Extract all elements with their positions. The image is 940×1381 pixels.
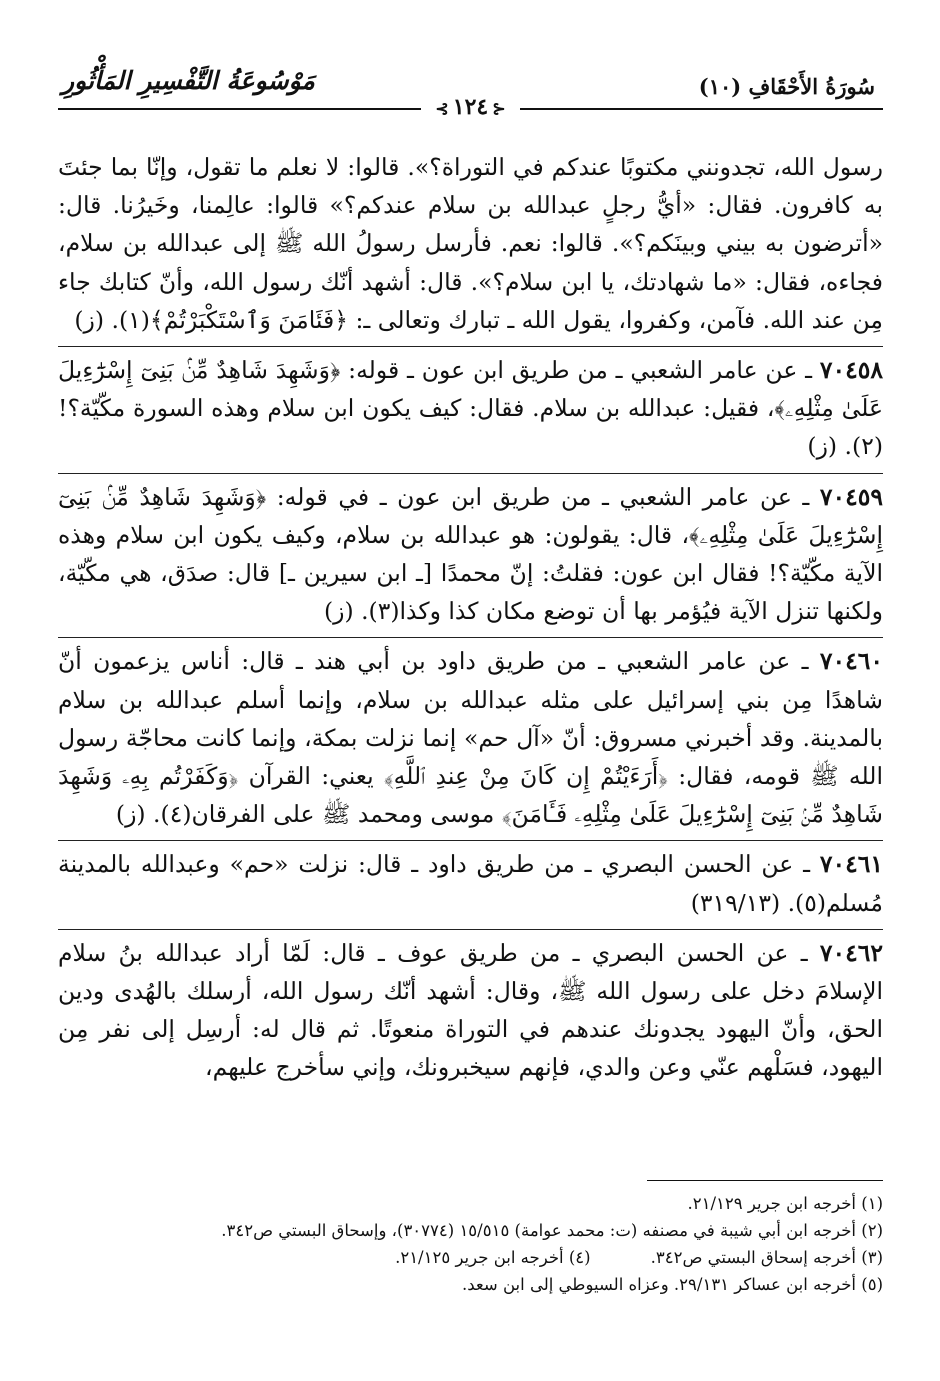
footnote-rule xyxy=(647,1180,883,1181)
page-header xyxy=(58,62,883,120)
entry-separator xyxy=(58,929,883,930)
entry-number: ٧٠٤٥٨ xyxy=(819,356,883,385)
entry-text: ـ عن عامر الشعبي ـ من طريق ابن عون ـ في قوله: ﴿وَشَهِدَ شَاهِدٌ مِّنۢ بَنِىٓ إِسْرَٰٓءِيلَ عَلَىٰ مِثْلِهِۦ﴾، قال: يقولون: هو عبدالله بن سلام، وكيف يكون ابن سلام وهذه الآية مكّيّة؟! فقال ابن عون: فقلتُ: إنّ محمدًا [ـ ابن سيرين ـ] قال: صدَق، هي مكّيّة، ولكنها تنزل الآية فيُؤمر بها أن توضع مكان كذا وكذا(٣). (ز) xyxy=(58,482,883,626)
entry-text: رسول الله، تجدونني مكتوبًا عندكم في التوراة؟». قالوا: لا نعلم ما تقول، وإنّا بما جئتَ به كافرون. فقال: «أيُّ رجلٍ عبدالله بن سلام عندكم؟» قالوا: عالِمنا، وخَيرُنا. قال: «أترضون به بيني وبينَكم؟». قالوا: نعم. فأرسل رسولُ الله ﷺ إلى عبدالله بن سلام، فجاءه، فقال: «ما شهادتك، يا ابن سلام؟». قال: أشهد أنّك رسول الله، وأنّ كتابك جاء مِن عند الله. فآمن، وكفروا، يقول الله ـ تبارك وتعالى ـ: ﴿فَئَامَنَ وَٱسْتَكْبَرْتُمْ﴾(١). (ز) xyxy=(58,153,883,334)
entry-separator xyxy=(58,473,883,474)
ornament-icon: ⊱ xyxy=(435,99,449,118)
surah-title: سُورَةُ الأَحْقَافِ (١٠) xyxy=(698,74,875,99)
footnote-row xyxy=(58,1244,883,1271)
footnote-2: (٢) أخرجه ابن أبي شيبة في مصنفه (ت: محمد عوامة) ١٥/٥١٥ (٣٠٧٧٤)، وإسحاق البستي ص٣٤٢. xyxy=(221,1221,883,1240)
entry-70461 xyxy=(58,845,883,921)
entry-text: ـ عن الحسن البصري ـ من طريق داود ـ قال: نزلت «حم» وعبدالله بالمدينة مُسلم(٥). (٣١٩/١٣) xyxy=(58,850,883,917)
entry-70458 xyxy=(58,351,883,466)
entry-number: ٧٠٤٦٢ xyxy=(819,938,883,967)
ornament-icon: ⊰ xyxy=(492,99,506,118)
entry-text: ـ عن عامر الشعبي ـ من طريق ابن عون ـ قوله: ﴿وَشَهِدَ شَاهِدٌ مِّنۢ بَنِىٓ إِسْرَٰٓءِيلَ عَلَىٰ مِثْلِهِۦ﴾، فقيل: عبدالله بن سلام. فقال: كيف يكون ابن سلام وهذه السورة مكّيّة؟!(٢). (ز) xyxy=(58,356,883,461)
entry-number: ٧٠٤٥٩ xyxy=(819,482,883,511)
entry-number: ٧٠٤٦١ xyxy=(819,850,883,879)
page-body xyxy=(58,148,883,1087)
footnote-5: (٥) أخرجه ابن عساكر ٢٩/١٣١. وعزاه السيوطي إلى ابن سعد. xyxy=(462,1275,883,1294)
entry-text: ـ عن الحسن البصري ـ من طريق عوف ـ قال: لَمّا أراد عبدالله بنُ سلام الإسلامَ دخل على رسول الله ﷺ، وقال: أشهد أنّك رسول الله، أرسلك بالهُدى ودين الحق، وأنّ اليهود يجدونك عندهم في التوراة منعوتًا. ثم قال له: أرسِل إلى نفر مِن اليهود، فسَلْهم عنّي وعن والدي، فإنهم سيخبرونك، وإني سأخرج عليهم، xyxy=(58,938,883,1082)
page-number: ⊰١٢٤⊱ xyxy=(421,94,519,120)
entry-separator xyxy=(58,346,883,347)
book-title: مَوْسُوعَةُ التَّفْسِيرِ المَأْثُورِ xyxy=(62,66,315,95)
footnote-1: (١) أخرجه ابن جرير ٢١/١٢٩. xyxy=(687,1194,883,1213)
entry-number: ٧٠٤٦٠ xyxy=(819,647,883,676)
footnote-4: (٤) أخرجه ابن جرير ٢١/١٢٥. xyxy=(395,1248,591,1267)
entry-separator xyxy=(58,637,883,638)
book-page xyxy=(58,62,883,1342)
entry-70460 xyxy=(58,642,883,833)
entry-separator xyxy=(58,840,883,841)
entry-continuation xyxy=(58,148,883,339)
entry-70462 xyxy=(58,934,883,1087)
entry-text: ـ عن عامر الشعبي ـ من طريق داود بن أبي هند ـ قال: أناس يزعمون أنّ شاهدًا مِن بني إسرائيل على مثله عبدالله بن سلام، وإنما أسلم عبدالله بن سلام بالمدينة. وقد أخبرني مسروق: أنّ «آل حم» إنما نزلت بمكة، وإنما كانت محاجّة رسول الله ﷺ قومه، فقال: ﴿أَرَءَيْتُمْ إِن كَانَ مِنْ عِندِ ٱللَّهِ﴾ يعني: القرآن ﴿وَكَفَرْتُم بِهِۦ وَشَهِدَ شَاهِدٌ مِّنۢ بَنِىٓ إِسْرَٰٓءِيلَ عَلَىٰ مِثْلِهِۦ فَـَٔامَنَ﴾ موسى ومحمد ﷺ على الفرقان(٤). (ز) xyxy=(58,647,883,829)
entry-70459 xyxy=(58,478,883,631)
footnote-3: (٣) أخرجه إسحاق البستي ص٣٤٢. xyxy=(650,1248,883,1267)
footnotes xyxy=(58,1190,883,1298)
